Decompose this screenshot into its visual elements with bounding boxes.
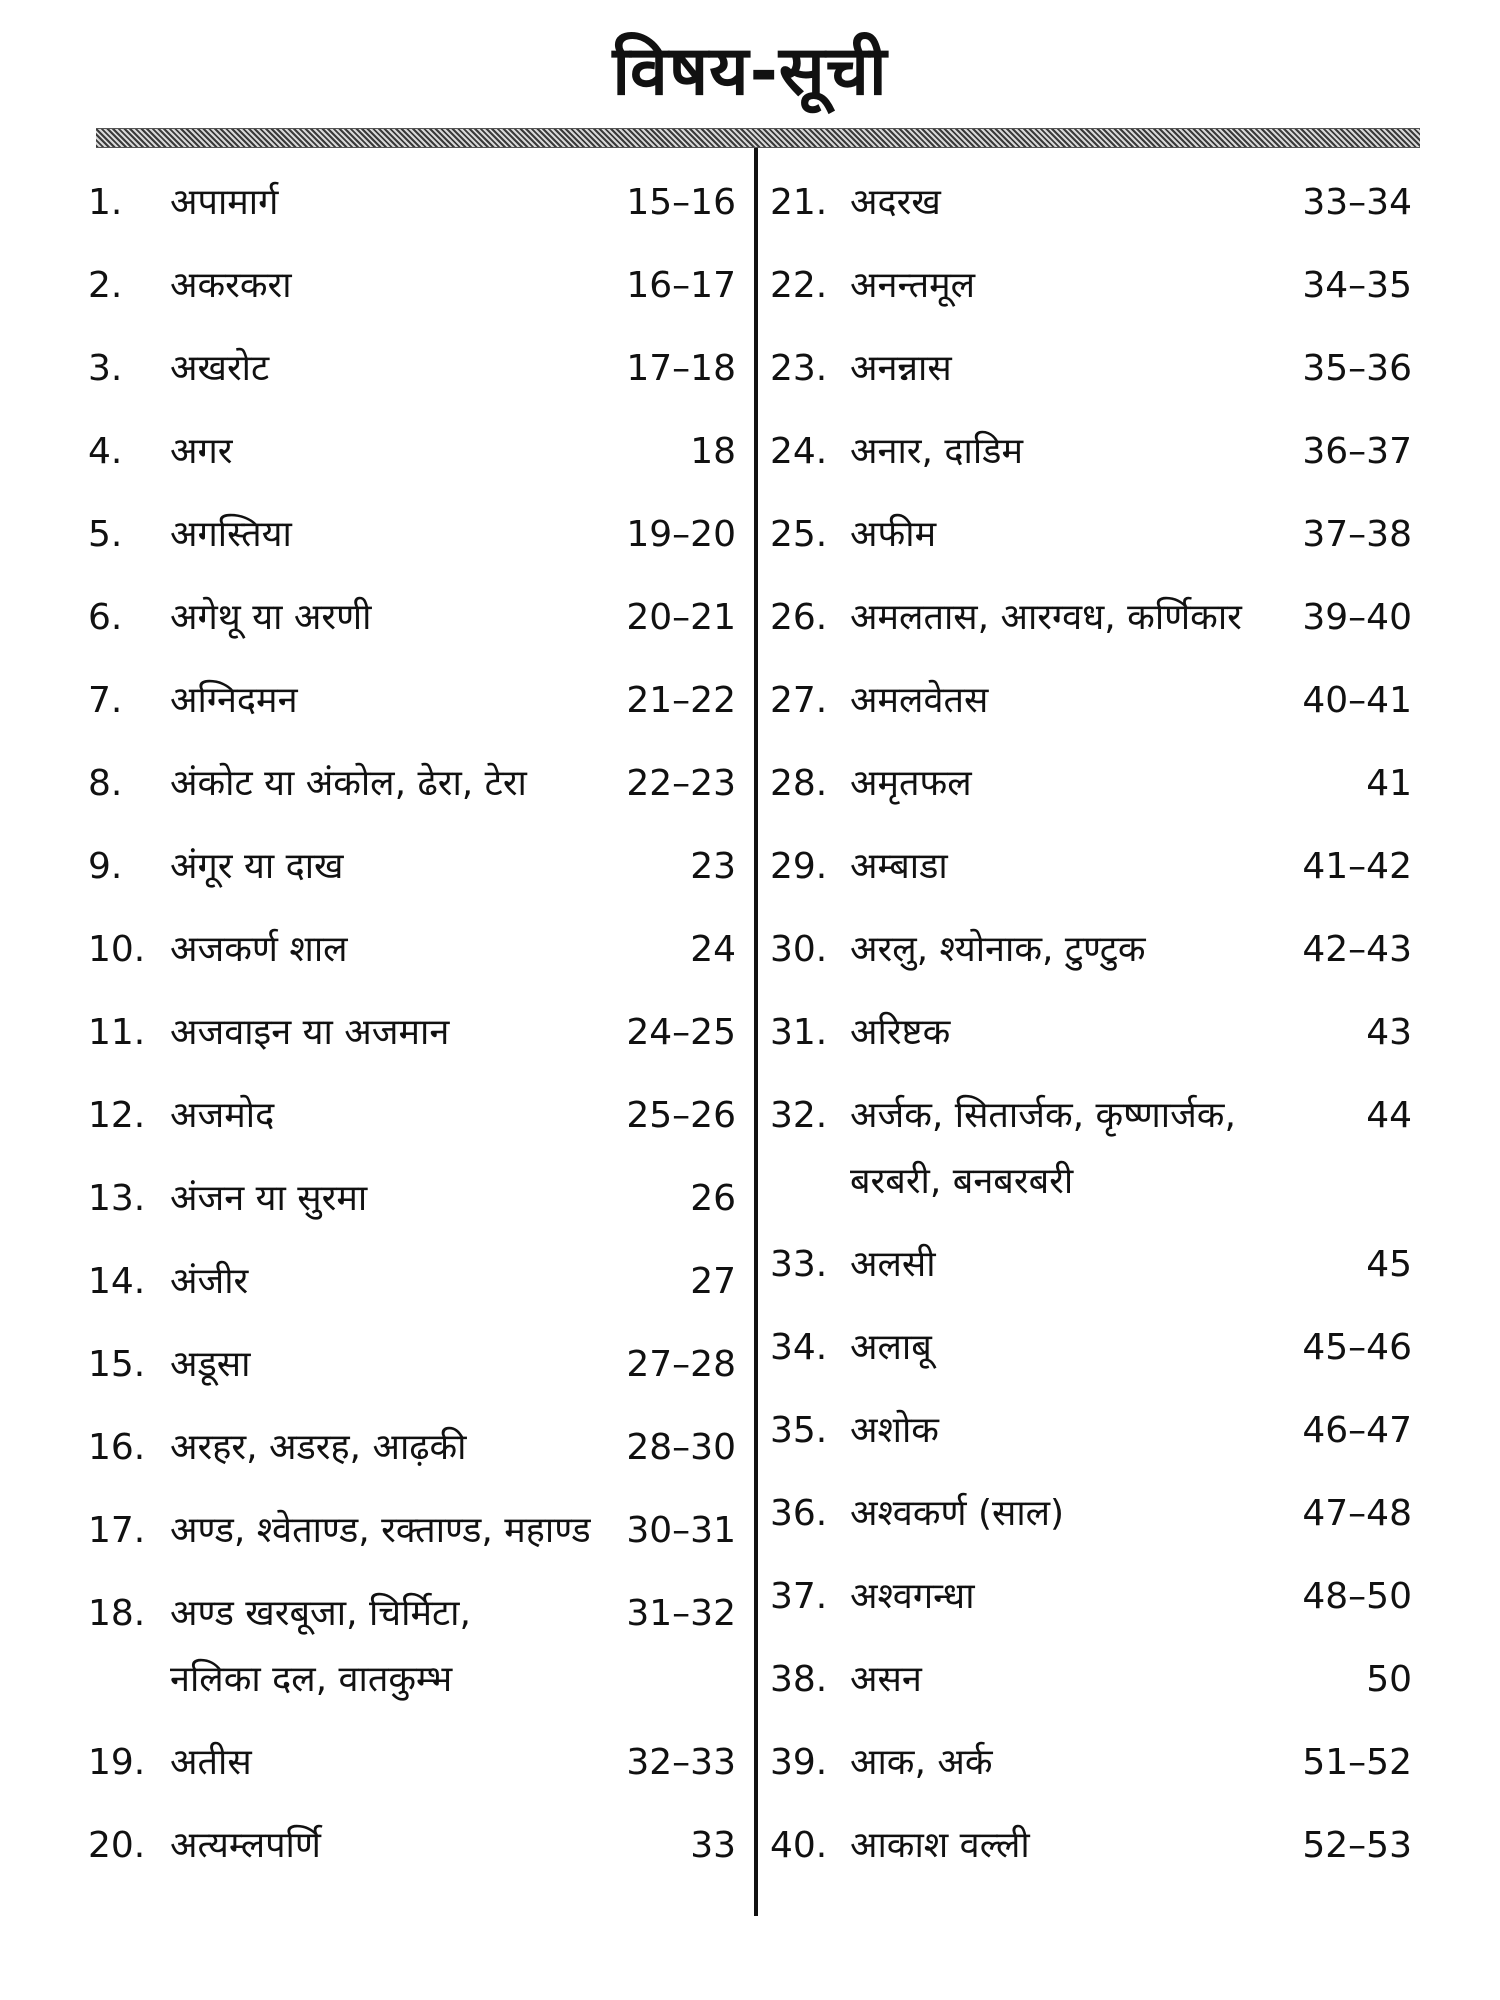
toc-entry-number: 2. [88,265,123,306]
toc-entry-title: अर्जक, सितार्जक, कृष्णार्जक, बरबरी, बनबरबरी [850,1095,1236,1202]
toc-entry-number: 19. [88,1742,146,1783]
toc-entry-number: 27. [770,680,828,721]
toc-entry-pages: 42–43 [1302,929,1412,970]
toc-entry-number: 15. [88,1344,146,1385]
toc-entry-pages: 47–48 [1302,1493,1412,1534]
toc-entry-pages: 35–36 [1302,348,1412,389]
toc-entry-number: 30. [770,929,828,970]
toc-entry-pages: 43 [1366,1012,1412,1053]
toc-entry-pages: 32–33 [626,1742,736,1783]
toc-entry-title: अमलवेतस [850,680,989,721]
toc-entry [88,1000,736,1066]
toc-entry-number: 17. [88,1510,146,1551]
toc-entry-number: 9. [88,846,123,887]
toc-entry [770,1000,1412,1066]
toc-entry [88,917,736,983]
toc-entry [770,834,1412,900]
toc-entry-pages: 27–28 [626,1344,736,1385]
toc-entry-title: अलाबू [850,1327,932,1368]
toc-entry [770,585,1412,651]
toc-entry-title: अश्वगन्धा [850,1576,975,1617]
toc-entry-pages: 33 [690,1825,736,1866]
toc-entry [88,1581,736,1713]
toc-entry-title: आक, अर्क [850,1742,993,1783]
toc-entry [770,1813,1412,1879]
toc-entry [88,1813,736,1879]
toc-entry [770,336,1412,402]
toc-entry [770,1398,1412,1464]
page-title: विषय-सूची [612,32,888,111]
toc-entry-title: अण्ड, श्वेताण्ड, रक्ताण्ड, महाण्ड [170,1510,591,1551]
toc-entry-title: असन [850,1659,922,1700]
toc-entry-pages: 17–18 [626,348,736,389]
toc-entry-pages: 52–53 [1302,1825,1412,1866]
toc-entry-pages: 15–16 [626,182,736,223]
toc-entry-title: अगस्तिया [170,514,292,555]
toc-entry-title: अखरोट [170,348,270,389]
toc-entry-pages: 46–47 [1302,1410,1412,1451]
toc-entry [770,1083,1412,1215]
toc-entry [88,1415,736,1481]
toc-entry-title: अजकर्ण शाल [170,929,348,970]
toc-entry [88,1332,736,1398]
toc-entry-title: अमलतास, आरग्वध, कर्णिकार [850,597,1242,638]
toc-left-column [88,170,736,1896]
toc-entry-title: अपामार्ग [170,182,279,223]
toc-entry-number: 34. [770,1327,828,1368]
toc-entry-title: अदरख [850,182,941,223]
toc-entry-number: 6. [88,597,123,638]
toc-entry-number: 16. [88,1427,146,1468]
toc-entry-pages: 41–42 [1302,846,1412,887]
toc-entry-pages: 18 [690,431,736,472]
toc-entry-number: 36. [770,1493,828,1534]
toc-entry-number: 29. [770,846,828,887]
toc-entry-pages: 50 [1366,1659,1412,1700]
toc-entry-title: अंकोट या अंकोल, ढेरा, टेरा [170,763,527,804]
toc-entry-pages: 24 [690,929,736,970]
toc-entry-title: अलसी [850,1244,936,1285]
toc-entry [88,170,736,236]
toc-entry-title: अरिष्टक [850,1012,951,1053]
toc-entry-number: 14. [88,1261,146,1302]
toc-entry-title: अजमोद [170,1095,275,1136]
toc-entry [88,419,736,485]
toc-entry-title: अण्ड खरबूजा, चिर्मिटा, नलिका दल, वातकुम्भ [170,1593,471,1700]
toc-entry [88,502,736,568]
toc-entry-title: अफीम [850,514,937,555]
toc-entry-pages: 28–30 [626,1427,736,1468]
toc-entry-title: अंजीर [170,1261,249,1302]
toc-entry-pages: 51–52 [1302,1742,1412,1783]
toc-entry [770,1315,1412,1381]
toc-entry-number: 37. [770,1576,828,1617]
toc-entry-number: 23. [770,348,828,389]
toc-entry [770,1232,1412,1298]
toc-entry-pages: 34–35 [1302,265,1412,306]
toc-entry-pages: 26 [690,1178,736,1219]
toc-entry-number: 32. [770,1095,828,1136]
toc-entry-pages: 45–46 [1302,1327,1412,1368]
toc-entry-number: 1. [88,182,123,223]
toc-entry-title: अंजन या सुरमा [170,1178,368,1219]
toc-entry [88,751,736,817]
toc-entry-pages: 44 [1366,1095,1412,1136]
title-rule [96,128,1420,148]
toc-entry-pages: 16–17 [626,265,736,306]
toc-entry [770,668,1412,734]
toc-entry-title: अरहर, अडरह, आढ़की [170,1427,467,1468]
toc-entry-number: 38. [770,1659,828,1700]
toc-entry [88,1498,736,1564]
toc-entry-pages: 36–37 [1302,431,1412,472]
column-divider [754,148,758,1916]
toc-entry-number: 24. [770,431,828,472]
toc-entry-number: 3. [88,348,123,389]
toc-entry-number: 21. [770,182,828,223]
toc-entry-title: अडूसा [170,1344,251,1385]
toc-entry [770,170,1412,236]
toc-entry-number: 26. [770,597,828,638]
toc-entry-number: 28. [770,763,828,804]
toc-entry-title: अगेथू या अरणी [170,597,372,638]
toc-entry [88,668,736,734]
toc-entry-pages: 41 [1366,763,1412,804]
toc-entry [770,917,1412,983]
toc-entry-title: अरलु, श्योनाक, टुण्टुक [850,929,1146,970]
toc-entry-pages: 39–40 [1302,597,1412,638]
toc-entry [88,1166,736,1232]
toc-entry-pages: 30–31 [626,1510,736,1551]
toc-entry-title: अशोक [850,1410,939,1451]
toc-entry-pages: 37–38 [1302,514,1412,555]
toc-entry-title: आकाश वल्ली [850,1825,1030,1866]
toc-entry-number: 33. [770,1244,828,1285]
toc-entry-number: 10. [88,929,146,970]
toc-entry-title: अतीस [170,1742,252,1783]
toc-entry-pages: 23 [690,846,736,887]
toc-entry-pages: 22–23 [626,763,736,804]
toc-entry [88,1730,736,1796]
toc-entry [88,336,736,402]
toc-entry-title: अत्यम्लपर्णि [170,1825,321,1866]
toc-entry-pages: 24–25 [626,1012,736,1053]
toc-entry-pages: 31–32 [626,1593,736,1634]
toc-entry-pages: 48–50 [1302,1576,1412,1617]
toc-entry [88,1083,736,1149]
toc-entry-title: अग्निदमन [170,680,298,721]
toc-entry-number: 13. [88,1178,146,1219]
toc-entry-number: 18. [88,1593,146,1634]
toc-entry-pages: 45 [1366,1244,1412,1285]
toc-entry [88,834,736,900]
toc-entry-number: 20. [88,1825,146,1866]
toc-entry [770,1647,1412,1713]
toc-entry [770,1564,1412,1630]
toc-entry-title: अमृतफल [850,763,972,804]
toc-entry-pages: 20–21 [626,597,736,638]
toc-entry [770,1730,1412,1796]
toc-entry [88,253,736,319]
toc-entry-pages: 40–41 [1302,680,1412,721]
toc-entry [88,1249,736,1315]
toc-entry [770,751,1412,817]
toc-entry-title: अनन्तमूल [850,265,976,306]
toc-entry-title: अश्वकर्ण (साल) [850,1493,1065,1534]
toc-entry-title: अनन्नास [850,348,952,389]
toc-right-column [770,170,1412,1896]
toc-entry-title: अम्बाडा [850,846,948,887]
toc-entry-number: 40. [770,1825,828,1866]
toc-entry-pages: 19–20 [626,514,736,555]
toc-entry-number: 35. [770,1410,828,1451]
toc-entry-title: अजवाइन या अजमान [170,1012,450,1053]
toc-entry-number: 5. [88,514,123,555]
toc-entry [770,419,1412,485]
toc-entry-title: अनार, दाडिम [850,431,1023,472]
toc-entry-number: 12. [88,1095,146,1136]
toc-entry-title: अंगूर या दाख [170,846,344,887]
toc-entry-title: अकरकरा [170,265,292,306]
toc-entry-number: 39. [770,1742,828,1783]
toc-entry [770,1481,1412,1547]
toc-entry-number: 8. [88,763,123,804]
toc-entry-number: 22. [770,265,828,306]
toc-entry-pages: 27 [690,1261,736,1302]
toc-entry [770,253,1412,319]
toc-entry-number: 31. [770,1012,828,1053]
toc-entry [88,585,736,651]
toc-entry [770,502,1412,568]
toc-entry-number: 11. [88,1012,146,1053]
toc-entry-number: 25. [770,514,828,555]
toc-entry-pages: 21–22 [626,680,736,721]
toc-entry-number: 4. [88,431,123,472]
toc-entry-pages: 25–26 [626,1095,736,1136]
toc-entry-title: अगर [170,431,233,472]
toc-entry-number: 7. [88,680,123,721]
toc-entry-pages: 33–34 [1302,182,1412,223]
